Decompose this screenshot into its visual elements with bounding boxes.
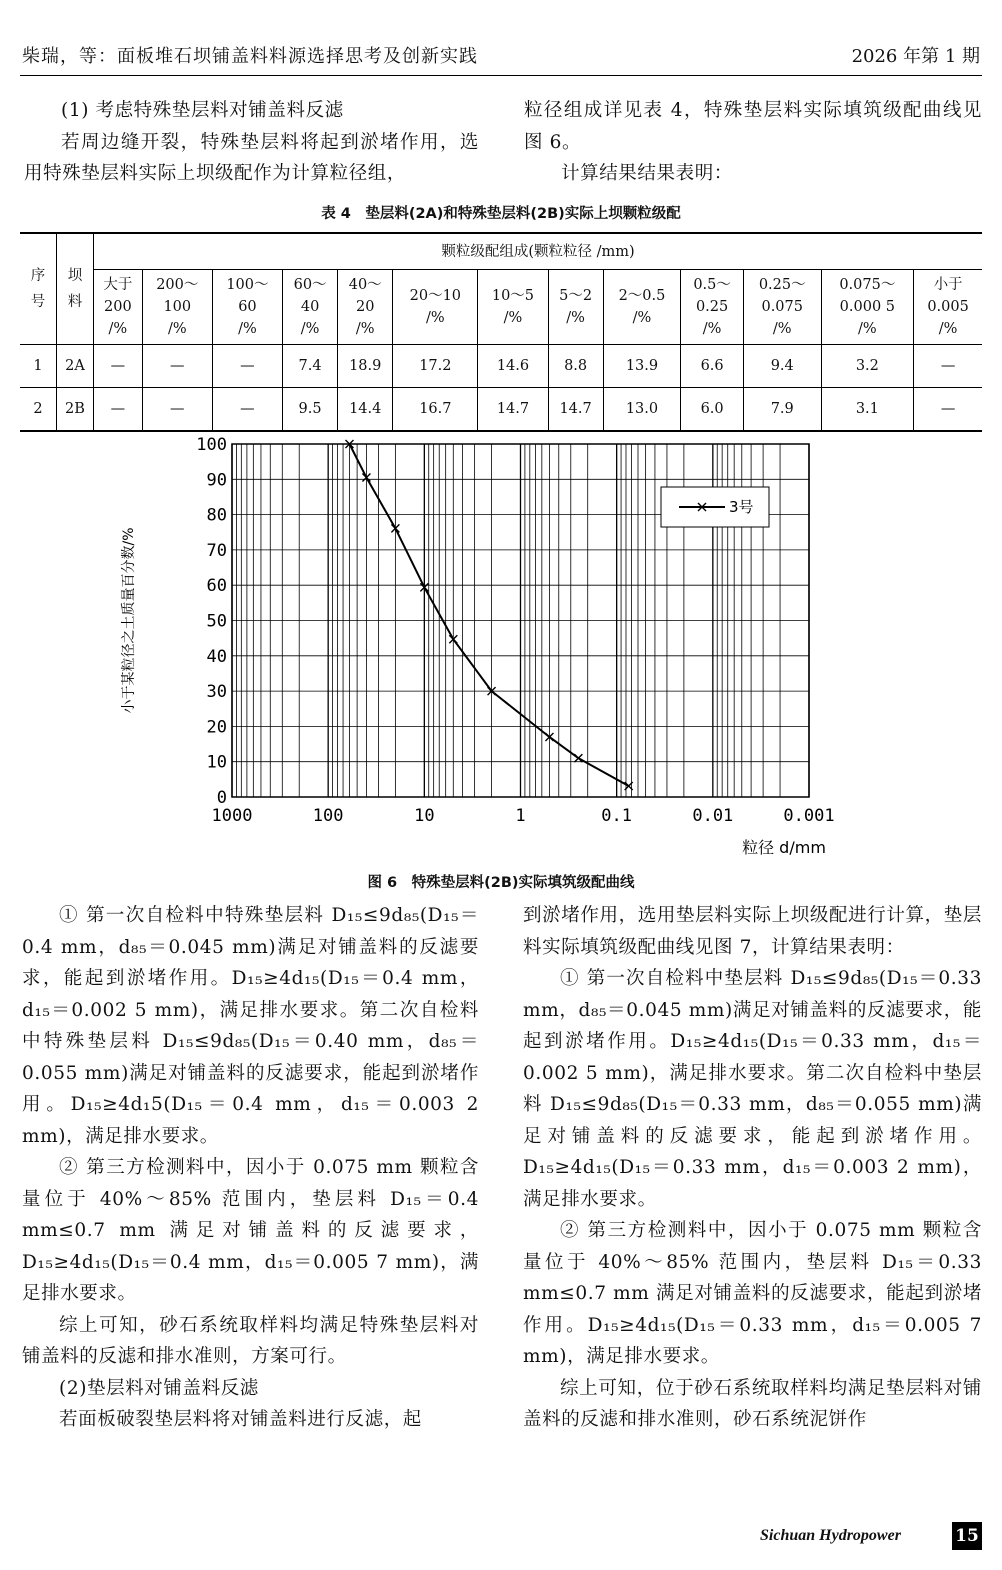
table-cell: 2A	[57, 345, 94, 388]
x-tick-label: 1	[515, 806, 526, 826]
size-header-cell: 0.075～ 0.000 5 /%	[821, 270, 914, 345]
body-right-column	[523, 900, 982, 1436]
y-tick-label: 90	[206, 470, 227, 491]
table-cell: 7.9	[743, 388, 821, 432]
table-cell: —	[914, 388, 982, 432]
size-header-cell: 2～0.5 /%	[603, 270, 681, 345]
table-cell: 6.0	[681, 388, 744, 432]
issue-label: 2026 年第 1 期	[851, 46, 980, 67]
paragraph: ① 第一次自检料中特殊垫层料 D₁₅≤9d₈₅(D₁₅＝0.4 mm，d₈₅＝0.045 mm)满足对铺盖料的反滤要求，能起到淤堵作用。D₁₅≥4d₁₅(D₁₅＝0.4 mm，d₁₅＝0.002 5 mm)，满足排水要求。第二次自检料中特殊垫层料 D₁₅≤9d₈₅(D₁₅＝0.40 mm，d₈₅＝0.055 mm)满足对铺盖料的反滤要求，能起到淤堵作用。D₁₅≥4d₁5(D₁₅＝0.4 mm，d₁₅＝0.003 2 mm)，满足排水要求。	[22, 905, 479, 1147]
header-rule	[20, 75, 982, 76]
top-right-column	[524, 95, 982, 190]
y-tick-label: 70	[206, 540, 227, 561]
paragraph: 综上可知，位于砂石系统取样料均满足垫层料对铺盖料的反滤和排水准则，砂石系统泥饼作	[523, 1377, 982, 1430]
size-header-cell: 100～ 60 /%	[212, 270, 282, 345]
paragraph: 到淤堵作用，选用垫层料实际上坝级配进行计算，垫层料实际填筑级配曲线见图 7，计算结果表明：	[523, 905, 982, 958]
paragraph: 综上可知，砂石系统取样料均满足特殊垫层料对铺盖料的反滤和排水准则，方案可行。	[22, 1314, 479, 1367]
paragraph: 若周边缝开裂，特殊垫层料将起到淤堵作用，选用特殊垫层料实际上坝级配作为计算粒径组，	[24, 131, 479, 184]
y-axis-label: 小于某粒径之土质量百分数/%	[121, 527, 137, 714]
paragraph: ① 第一次自检料中垫层料 D₁₅≤9d₈₅(D₁₅＝0.33 mm，d₈₅＝0.045 mm)满足对铺盖料的反滤要求，能起到淤堵作用。D₁₅≥4d₁₅(D₁₅＝0.33 mm，d₁₅＝0.002 5 mm)，满足排水要求。第二次自检料中垫层料 D₁₅≤9d₈₅(D₁₅＝0.33 mm，d₈₅＝0.055 mm)满足对铺盖料的反滤要求，能起到淤堵作用。D₁₅≥4d₁₅(D₁₅＝0.33 mm，d₁₅＝0.003 2 mm)，满足排水要求。	[523, 968, 982, 1210]
y-tick-label: 100	[196, 435, 227, 455]
y-tick-label: 30	[206, 682, 227, 703]
journal-name: Sichuan Hydropower	[760, 1527, 901, 1544]
table-caption: 表 4 垫层料(2A)和特殊垫层料(2B)实际上坝颗粒级配	[321, 206, 681, 222]
y-tick-label: 80	[206, 505, 227, 526]
table-cell: 17.2	[393, 345, 478, 388]
paragraph: 粒径组成详见表 4，特殊垫层料实际填筑级配曲线见图 6。	[524, 100, 982, 153]
table-cell: 3.1	[821, 388, 914, 432]
size-header-cell: 0.5～ 0.25 /%	[681, 270, 744, 345]
x-tick-label: 0.1	[601, 806, 633, 826]
table-cell: —	[94, 388, 143, 432]
series-line	[350, 444, 629, 786]
x-tick-label: 1000	[211, 806, 253, 826]
data-point-marker	[574, 754, 582, 762]
gradation-table	[20, 232, 982, 432]
y-tick-label: 40	[206, 646, 227, 667]
size-header-cell: 60～ 40 /%	[283, 270, 338, 345]
table-cell: 14.7	[478, 388, 548, 432]
table-cell: —	[212, 345, 282, 388]
table-cell: 2	[20, 388, 57, 432]
x-axis-label: 粒径 d/mm	[742, 838, 826, 857]
paragraph: 计算结果结果表明：	[561, 163, 733, 184]
paragraph: ② 第三方检测料中，因小于 0.075 mm 颗粒含量位于 40%～85% 范围内，垫层料 D₁₅＝0.4 mm≤0.7 mm 满足对铺盖料的反滤要求，D₁₅≥4d₁₅(D₁₅＝0.4 mm，d₁₅＝0.005 7 mm)，满足排水要求。	[22, 1157, 479, 1304]
chart-svg	[105, 432, 865, 862]
table-cell: 6.6	[681, 345, 744, 388]
header-cell: 坝料	[57, 233, 94, 345]
table-cell: —	[142, 388, 212, 432]
table-cell: 16.7	[393, 388, 478, 432]
page-number: 15	[952, 1522, 982, 1550]
size-header-cell: 40～ 20 /%	[338, 270, 393, 345]
y-tick-label: 60	[206, 576, 227, 597]
running-title: 柴瑞，等：面板堆石坝铺盖料料源选择思考及创新实践	[22, 46, 478, 67]
paragraph: 若面板破裂垫层料将对铺盖料进行反滤，起	[59, 1409, 422, 1430]
section-heading-1: (1) 考虑特殊垫层料对铺盖料反滤	[61, 100, 344, 121]
table-cell: 8.8	[548, 345, 603, 388]
size-header-cell: 小于 0.005 /%	[914, 270, 982, 345]
table-cell: 3.2	[821, 345, 914, 388]
table-cell: 9.5	[283, 388, 338, 432]
table-cell: —	[94, 345, 143, 388]
table-row	[20, 345, 982, 388]
x-tick-label: 100	[312, 806, 344, 826]
y-tick-label: 50	[206, 611, 227, 632]
section-heading-2: (2)垫层料对铺盖料反滤	[59, 1377, 259, 1399]
table-row	[20, 388, 982, 432]
y-tick-label: 0	[216, 788, 227, 808]
table-cell: 14.7	[548, 388, 603, 432]
table-cell: 13.0	[603, 388, 681, 432]
table-cell: —	[914, 345, 982, 388]
x-tick-label: 0.001	[783, 806, 835, 826]
table-cell: —	[142, 345, 212, 388]
legend-label: 3号	[729, 498, 754, 516]
table-cell: 2B	[57, 388, 94, 432]
table-cell: 1	[20, 345, 57, 388]
paragraph: ② 第三方检测料中，因小于 0.075 mm 颗粒含量位于 40%～85% 范围内，垫层料 D₁₅＝0.33 mm≤0.7 mm 满足对铺盖料的反滤要求，能起到淤堵作用。D₁₅≥4d₁₅(D₁₅＝0.33 mm，d₁₅＝0.005 7 mm)，满足排水要求。	[523, 1220, 982, 1367]
size-header-cell: 10～5 /%	[478, 270, 548, 345]
x-tick-label: 0.01	[692, 806, 734, 826]
table-cell: 18.9	[338, 345, 393, 388]
x-tick-label: 10	[414, 806, 435, 826]
table-cell: 13.9	[603, 345, 681, 388]
table-cell: —	[212, 388, 282, 432]
table-cell: 14.4	[338, 388, 393, 432]
body-left-column	[22, 900, 479, 1436]
size-header-cell: 0.25～ 0.075 /%	[743, 270, 821, 345]
size-header-cell: 5～2 /%	[548, 270, 603, 345]
table-cell: 14.6	[478, 345, 548, 388]
group-header-cell: 颗粒级配组成(颗粒粒径 /mm)	[94, 233, 983, 270]
size-header-cell: 200～ 100 /%	[142, 270, 212, 345]
y-tick-label: 10	[206, 752, 227, 773]
top-left-column	[24, 95, 479, 190]
table-cell: 7.4	[283, 345, 338, 388]
size-header-cell: 20～10 /%	[393, 270, 478, 345]
header-cell: 序号	[20, 233, 57, 345]
gradation-chart	[105, 432, 865, 866]
size-header-cell: 大于 200 /%	[94, 270, 143, 345]
y-tick-label: 20	[206, 717, 227, 738]
table-cell: 9.4	[743, 345, 821, 388]
figure-caption: 图 6 特殊垫层料(2B)实际填筑级配曲线	[367, 875, 635, 891]
